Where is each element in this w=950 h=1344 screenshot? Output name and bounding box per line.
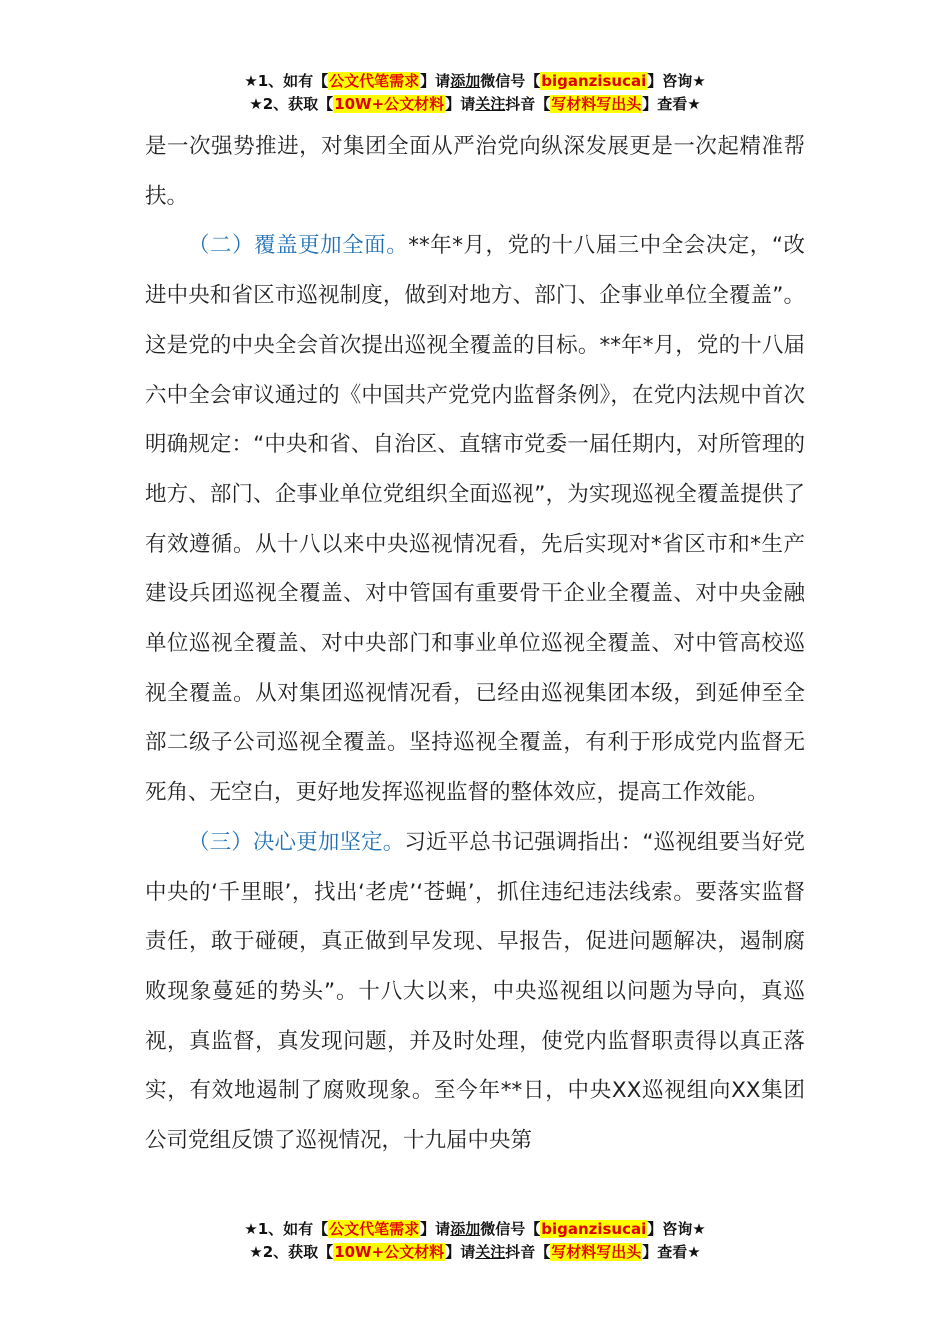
paragraph-determination [145, 818, 805, 1166]
banner-text: ★1、如有【 [244, 1220, 329, 1238]
banner-text: 】查看★ [642, 1243, 701, 1261]
banner-highlight: 公文代笔需求 [329, 1220, 420, 1238]
banner-text: 抖音【 [505, 95, 551, 113]
header-banner-line-1 [0, 70, 950, 93]
banner-highlight: 10W+公文材料 [334, 1243, 445, 1261]
banner-underlined-text: 添加 [450, 72, 481, 90]
banner-douyin-id: 写材料写出头 [551, 1243, 642, 1261]
banner-text: 】查看★ [642, 95, 701, 113]
banner-underlined-text: 关注 [475, 95, 506, 113]
banner-wechat-id: biganzisucai [541, 72, 647, 90]
document-body [145, 122, 805, 1166]
footer-banner [0, 1218, 950, 1264]
banner-text: 】请 [420, 1220, 451, 1238]
banner-underlined-text: 关注 [475, 1243, 506, 1261]
banner-text: ★1、如有【 [244, 72, 329, 90]
banner-text: ★2、获取【 [249, 1243, 334, 1261]
banner-highlight: 10W+公文材料 [334, 95, 445, 113]
footer-banner-line-1 [0, 1218, 950, 1241]
footer-banner-line-2 [0, 1241, 950, 1264]
paragraph-continuation: 是一次强势推进，对集团全面从严治党向纵深发展更是一次起精准帮扶。 [145, 134, 805, 209]
banner-text: 】咨询★ [647, 1220, 706, 1238]
paragraph-text: **年*月，党的十八届三中全会决定，“改进中央和省区市巡视制度，做到对地方、部门、企事业单位全覆盖”。这是党的中央全会首次提出巡视全覆盖的目标。**年*月，党的十八届六中全会审议通过的《中国共产党党内监督条例》，在党内法规中首次明确规定：“中央和省、自治区、直辖市党委一届任期内，对所管理的地方、部门、企事业单位党组织全面巡视”，为实现巡视全覆盖提供了有效遵循。从十八以来中央巡视情况看，先后实现对*省区市和*生产建设兵团巡视全覆盖、对中管国有重要骨干企业全覆盖、对中央金融单位巡视全覆盖、对中央部门和事业单位巡视全覆盖、对中管高校巡视全覆盖。从对集团巡视情况看，已经由巡视集团本级，到延伸至全部二级子公司巡视全覆盖。坚持巡视全覆盖，有利于形成党内监督无死角、无空白，更好地发挥巡视监督的整体效应，提高工作效能。 [145, 233, 805, 806]
banner-text: 微信号【 [480, 1220, 541, 1238]
banner-douyin-id: 写材料写出头 [551, 95, 642, 113]
banner-text: 】咨询★ [647, 72, 706, 90]
paragraph-text: 习近平总书记强调指出：“巡视组要当好党中央的‘千里眼’，找出‘老虎’‘苍蝇’，抓住违纪违法线索。要落实监督责任，敢于碰硬，真正做到早发现、早报告，促进问题解决，遏制腐败现象蔓延的势头”。十八大以来，中央巡视组以问题为导向，真巡视，真监督，真发现问题，并及时处理，使党内监督职责得以真正落实，有效地遏制了腐败现象。至今年**日，中央XX巡视组向XX集团公司党组反馈了巡视情况，十九届中央第 [145, 829, 805, 1154]
banner-text: 抖音【 [505, 1243, 551, 1261]
header-banner [0, 70, 950, 116]
banner-text: ★2、获取【 [249, 95, 334, 113]
banner-wechat-id: biganzisucai [541, 1220, 647, 1238]
section-heading-coverage: （二）覆盖更加全面。 [188, 233, 409, 259]
section-heading-determination: （三）决心更加坚定。 [188, 829, 405, 855]
banner-text: 微信号【 [480, 72, 541, 90]
banner-underlined-text: 添加 [450, 1220, 481, 1238]
paragraph-coverage [145, 221, 805, 817]
banner-text: 】请 [445, 1243, 476, 1261]
banner-text: 】请 [420, 72, 451, 90]
banner-highlight: 公文代笔需求 [329, 72, 420, 90]
banner-text: 】请 [445, 95, 476, 113]
header-banner-line-2 [0, 93, 950, 116]
